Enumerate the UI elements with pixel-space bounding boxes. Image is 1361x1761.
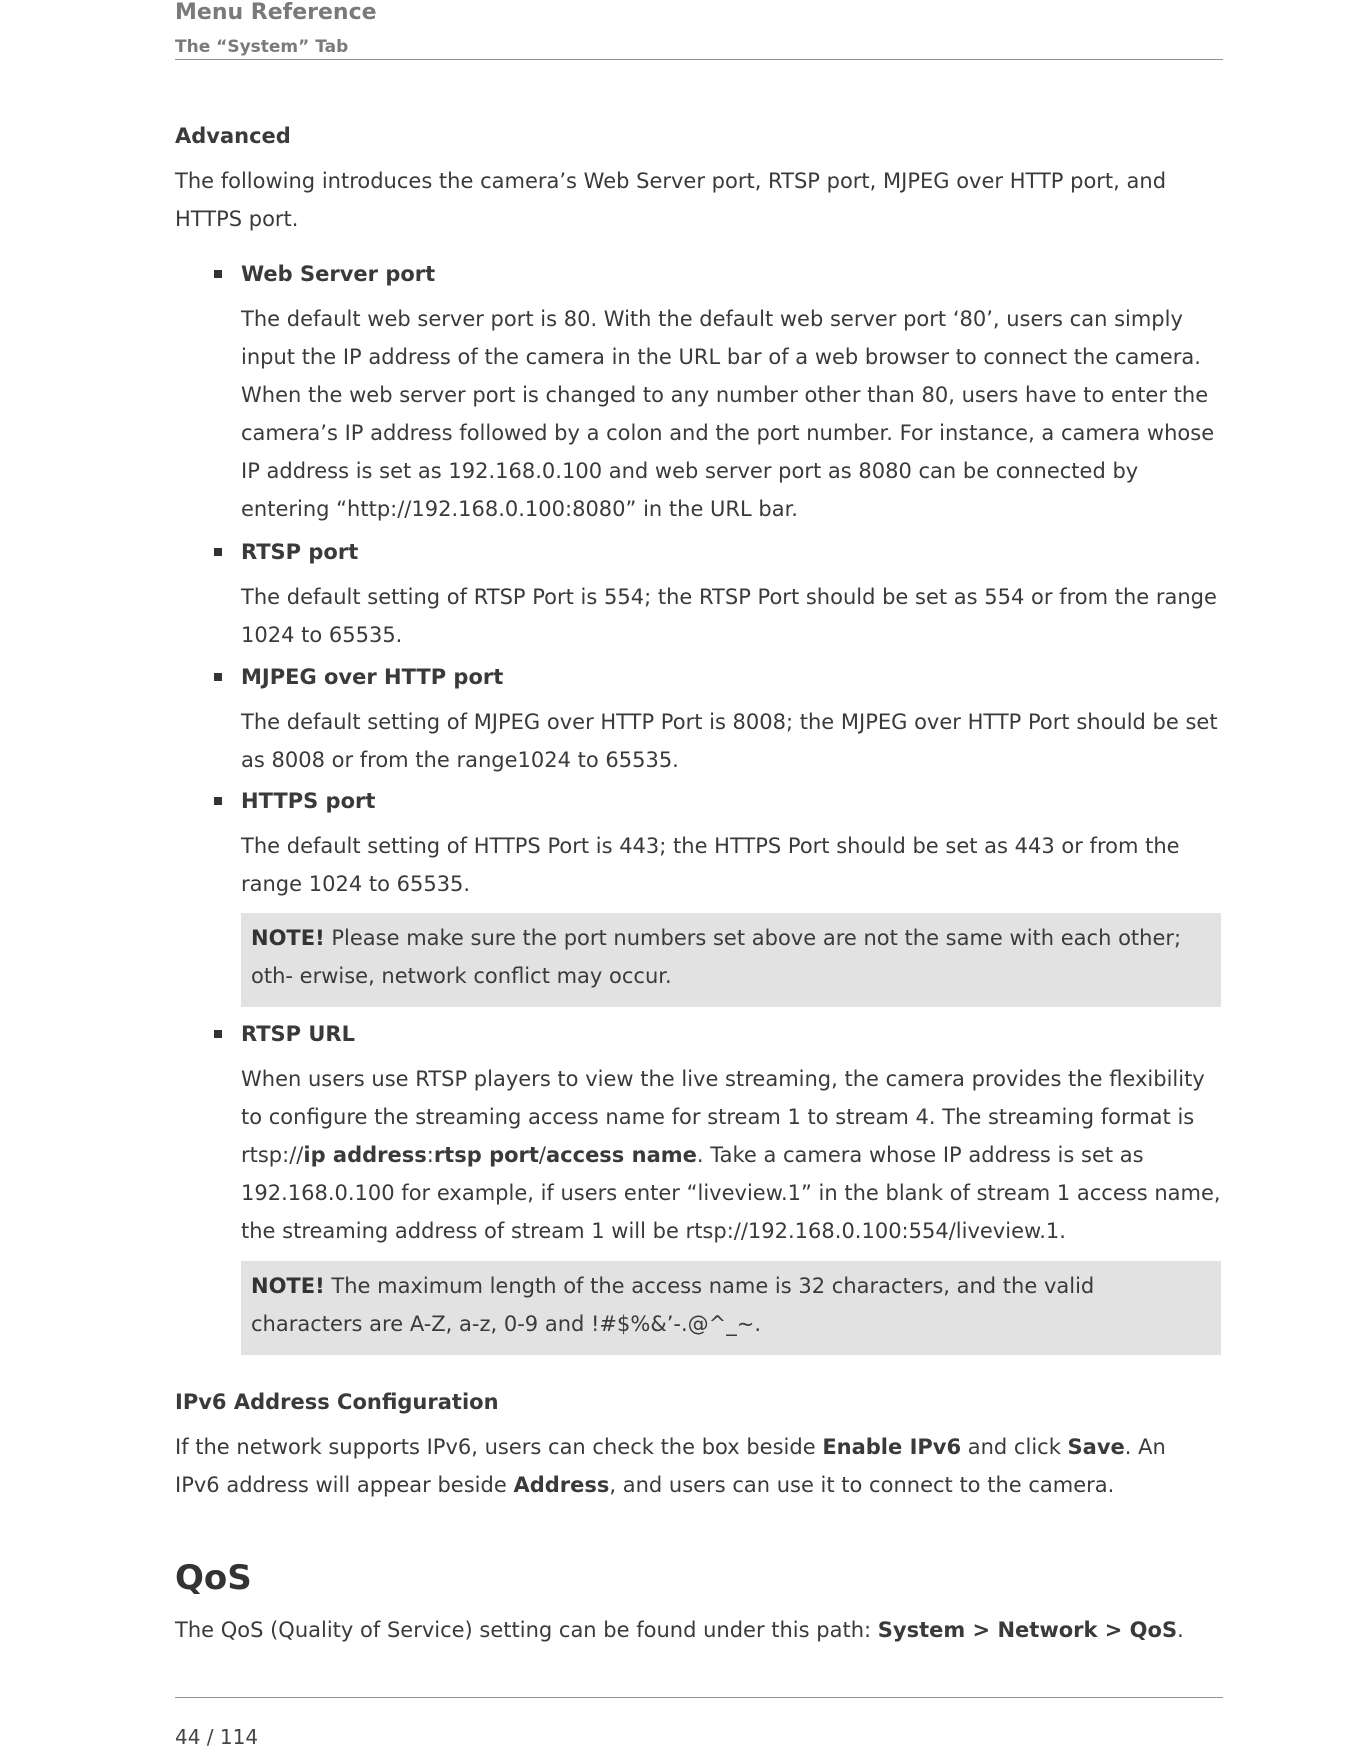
note-label: NOTE! bbox=[251, 926, 325, 950]
ipv6-text-2: and click bbox=[961, 1435, 1068, 1459]
ipv6-body bbox=[175, 1428, 1215, 1504]
note-access-name-text: The maximum length of the access name is 32 characters, and the valid characters are A-Z, a-z, 0-9 and !#$%&’-.@^_~. bbox=[251, 1274, 1095, 1336]
advanced-intro: The following introduces the camera’s Web Server port, RTSP port, MJPEG over HTTP port, and HTTPS port. bbox=[175, 169, 1167, 231]
rtsp-url-ip-address: ip address bbox=[303, 1143, 427, 1167]
web-server-port-body: The default web server port is 80. With the default web server port ‘80’, users can simply input the IP address of the camera in the URL bar of a web browser to connect the camera. When the web server port is changed to any number other than 80, users have to enter the camera’s IP address followed by a colon and the port number. For instance, a camera whose IP address is set as 192.168.0.100 and web server port as 8080 can be connected by entering “http://192.168.0.100:8080” in the URL bar. bbox=[241, 307, 1215, 521]
qos-text-2: . bbox=[1177, 1618, 1184, 1642]
mjpeg-port-body: The default setting of MJPEG over HTTP Port is 8008; the MJPEG over HTTP Port should be set as 8008 or from the range1024 to 65535. bbox=[241, 710, 1218, 772]
footer-divider bbox=[175, 1697, 1223, 1698]
https-port-body: The default setting of HTTPS Port is 443; the HTTPS Port should be set as 443 or from the range 1024 to 65535. bbox=[241, 834, 1180, 896]
ipv6-text-1: If the network supports IPv6, users can check the box beside bbox=[175, 1435, 823, 1459]
ipv6-text-4: , and users can use it to connect to the camera. bbox=[609, 1473, 1115, 1497]
page-number: 44 / 114 bbox=[175, 1725, 259, 1749]
mjpeg-port-title: MJPEG over HTTP port bbox=[241, 665, 504, 689]
qos-body bbox=[175, 1611, 1215, 1649]
rtsp-url-title: RTSP URL bbox=[241, 1022, 355, 1046]
rtsp-port-title: RTSP port bbox=[241, 540, 359, 564]
rtsp-port-body: The default setting of RTSP Port is 554; the RTSP Port should be set as 554 or from the range 1024 to 65535. bbox=[241, 585, 1217, 647]
ipv6-text-3: . An IPv6 address will appear beside bbox=[175, 1435, 1166, 1497]
ipv6-address: Address bbox=[513, 1473, 610, 1497]
bullet-rtsp-url bbox=[214, 1030, 222, 1038]
ipv6-enable-ipv6: Enable IPv6 bbox=[822, 1435, 962, 1459]
rtsp-url-slash: / bbox=[538, 1143, 546, 1167]
bullet-rtsp bbox=[214, 548, 222, 556]
rtsp-url-text-2: . Take a camera whose IP address is set as 192.168.0.100 for example, if users enter “liveview.1” in the blank of stream 1 access name, the streaming address of stream 1 will be rtsp://192.168.0.100:554/liveview.1. bbox=[241, 1143, 1221, 1243]
https-port-title: HTTPS port bbox=[241, 789, 376, 813]
rtsp-url-rtsp-port: rtsp port bbox=[433, 1143, 539, 1167]
advanced-heading: Advanced bbox=[175, 124, 291, 148]
rtsp-url-text-1: When users use RTSP players to view the live streaming, the camera provides the flexibility to configure the streaming access name for stream 1 to stream 4. The streaming format is rtsp:// bbox=[241, 1067, 1205, 1167]
ipv6-heading: IPv6 Address Configuration bbox=[175, 1390, 499, 1414]
note-access-name bbox=[241, 1261, 1221, 1355]
rtsp-url-body bbox=[241, 1060, 1226, 1250]
qos-heading: QoS bbox=[175, 1558, 252, 1598]
web-server-port-title: Web Server port bbox=[241, 262, 436, 286]
note-label: NOTE! bbox=[251, 1274, 325, 1298]
rtsp-url-access-name: access name bbox=[546, 1143, 697, 1167]
qos-text-1: The QoS (Quality of Service) setting can be found under this path: bbox=[175, 1618, 878, 1642]
bullet-web-server bbox=[214, 270, 222, 278]
note-ports-text: Please make sure the port numbers set above are not the same with each other; oth- erwise, network conflict may occur. bbox=[251, 926, 1182, 988]
note-ports bbox=[241, 913, 1221, 1007]
header-subtitle: The “System” Tab bbox=[175, 37, 349, 57]
qos-path: System > Network > QoS bbox=[877, 1618, 1178, 1642]
rtsp-url-colon: : bbox=[426, 1143, 434, 1167]
ipv6-save: Save bbox=[1067, 1435, 1125, 1459]
header-title: Menu Reference bbox=[175, 0, 377, 25]
bullet-mjpeg bbox=[214, 673, 222, 681]
header-divider bbox=[175, 59, 1223, 60]
bullet-https bbox=[214, 797, 222, 805]
